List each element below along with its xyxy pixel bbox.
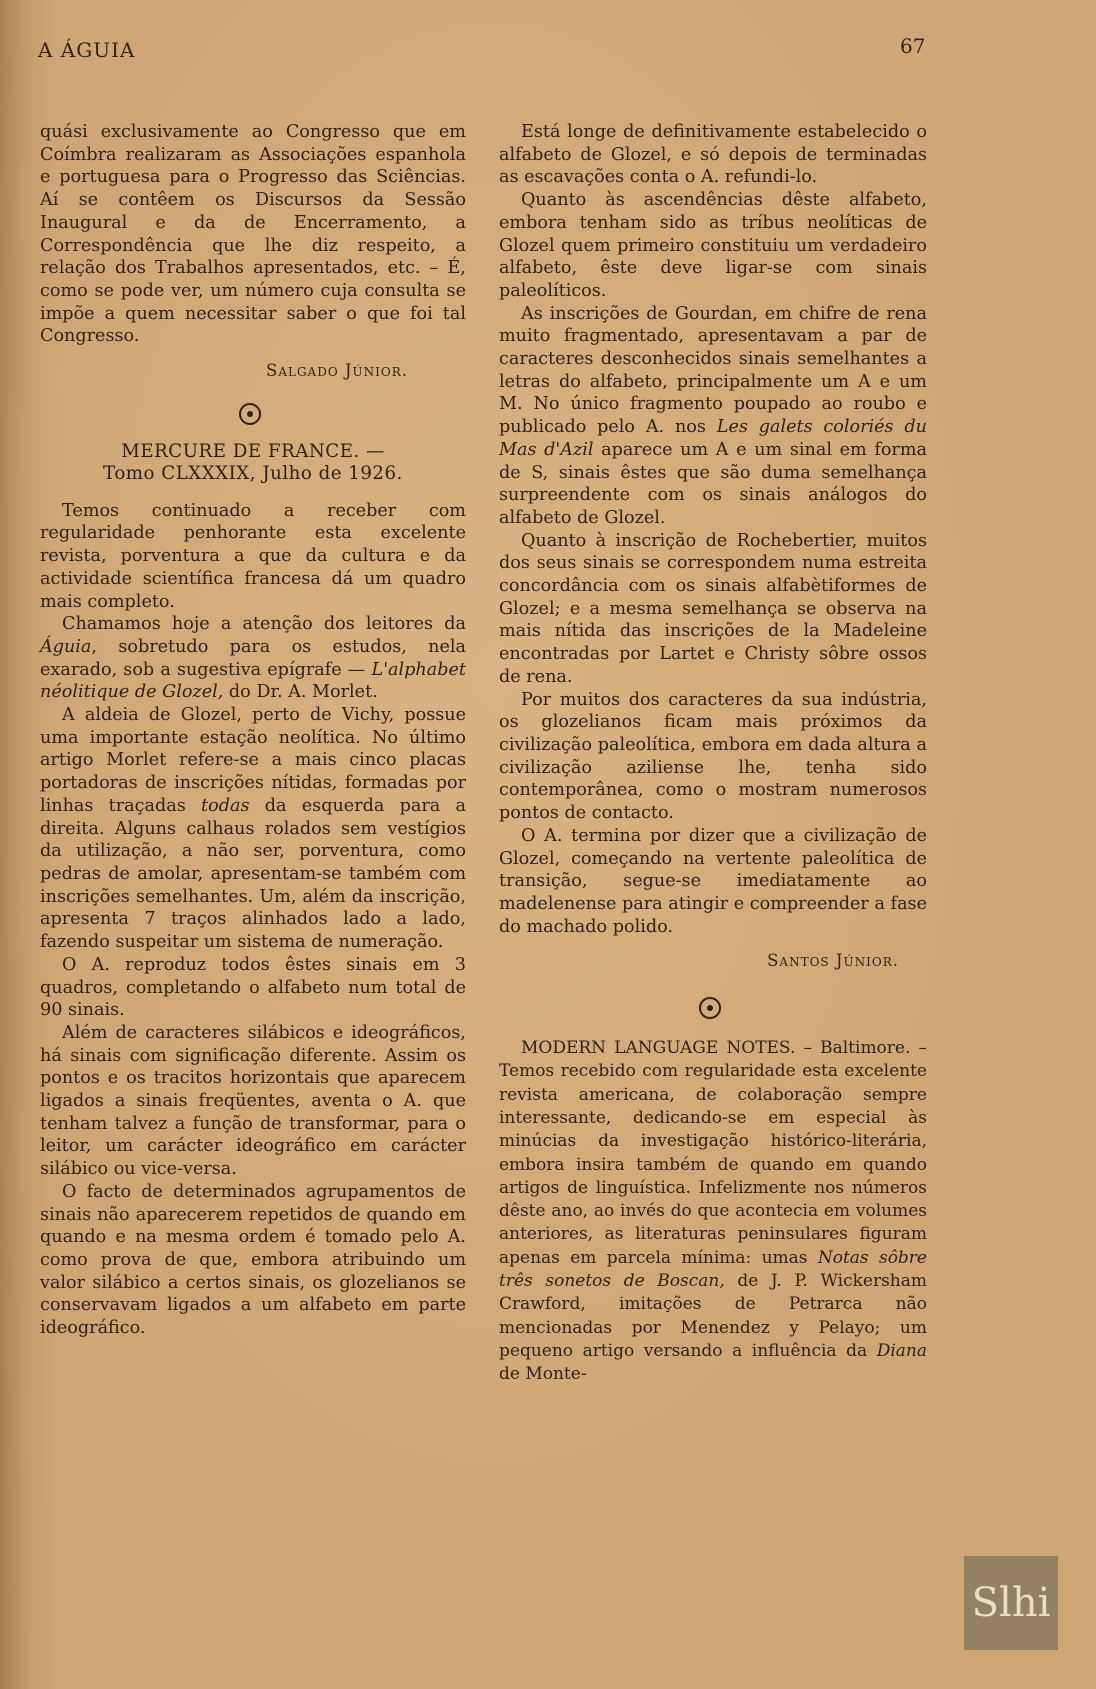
mercure-paragraph-6: O facto de determinados agrupamentos de sinais não aparecerem repetidos de quando em quando e na mesma ordem é tomado pelo A. como prova de que, embora atribuindo um valor silábico a certos sinais, os glozelianos se conservavam ligados a um alfabeto em parte ideográfico. <box>40 1181 466 1339</box>
text-span: de J. P. Wickersham Crawford, imitações de Petrarca não mencionadas por Menendez y Pelayo; um pequeno artigo versando a influência da <box>499 1270 928 1361</box>
glozel-paragraph-4: Quanto à inscrição de Rochebertier, muitos dos seus sinais se correspondem numa estreita concordância com os sinais alfabètiformes de Glozel; e a mesma semelhança se observa na mais nítida das inscrições de la Madeleine encontradas por Lartet e Christy sôbre ossos de rena. <box>499 530 927 687</box>
heading-subtitle: Tomo CLXXXIX, Julho de 1926. <box>103 463 403 485</box>
italic-span: Diana <box>876 1340 927 1361</box>
section-ornament-icon <box>239 403 261 425</box>
mercure-paragraph-1: Temos continuado a receber com regularidade penhorante esta excelente revista, porventura a que da cultura e da actividade scientífica francesa dá um quadro mais completo. <box>40 500 466 612</box>
glozel-paragraph-1: Está longe de definitivamente estabelecido o alfabeto de Glozel, e só depois de terminadas as escavações conta o A. refundi-lo. <box>499 122 927 188</box>
section-ornament-icon <box>699 997 721 1019</box>
modern-language-notes-section <box>499 1037 927 1386</box>
intro-paragraph: quási exclusivamente ao Congresso que em Coímbra realizaram as Associações espanhola e portuguesa para o Progresso das Sciências. Aí se contêem os Discursos da Sessão Inaugural e da de Encerramento, a Correspondência que lhe diz respeito, a relação dos Trabalhos apresentados, etc. – É, como se pode ver, um número cuja consulta se impõe a quem necessitar saber o que foi tal Congresso. <box>40 122 466 347</box>
heading-title: MERCURE DE FRANCE. — <box>121 440 385 462</box>
section-heading-mercure <box>40 441 466 486</box>
text-span: MODERN LANGUAGE NOTES. – Baltimore. – Temos recebido com regularidade esta excelente revista americana, de colaboração sempre interessante, dedicando-se em especial às minúcias da investigação histórico-literária, embora insira também de quando em quando artigos de linguística. Infelizmente nos números dêste ano, ao invés do que acontecia em volumes anteriores, as literaturas peninsulares figuram apenas em parcela mínima: umas <box>499 1038 927 1268</box>
mercure-paragraph-5: Além de caracteres silábicos e ideográficos, há sinais com significação diferente. Assim os pontos e os tracitos horizontais que aparecem ligados a sinais freqüentes, aventa o A. que tenham talvez a função de transformar, para o leitor, um carácter ideográfico em carácter silábico ou vice-versa. <box>40 1022 466 1180</box>
mercure-paragraph-4: O A. reproduz todos êstes sinais em 3 quadros, completando o alfabeto num total de 90 sinais. <box>40 954 466 1021</box>
page-number: 67 <box>900 34 926 58</box>
italic-span: Águia <box>40 636 92 657</box>
italic-span: L'alphabet néolitique de Glozel, <box>40 659 466 703</box>
text-span: do Dr. A. Morlet. <box>228 682 378 703</box>
modern-paragraph <box>499 1037 927 1386</box>
right-column <box>499 121 927 1386</box>
italic-span: todas <box>201 795 250 816</box>
text-span: A aldeia de Glozel, perto de Vichy, possue uma importante estação neolítica. No último artigo Morlet refere-se a mais cinco placas portadoras de inscrições nítidas, formadas por linhas traçadas <box>40 705 466 816</box>
text-span: de Monte- <box>499 1364 587 1385</box>
mercure-paragraph-2 <box>40 613 466 704</box>
text-span: Chamamos hoje a atenção dos leitores da <box>62 614 466 635</box>
signature-salgado: Salgado Júnior. <box>266 361 408 381</box>
mercure-paragraph-3 <box>40 704 466 954</box>
signature-santos: Santos Júnior. <box>767 951 899 971</box>
text-span: da esquerda para a direita. Alguns calhaus rolados sem vestígios da utilização, a não ser, porventura, como pedras de amolar, apresentam-se também com inscrições semelhantes. Um, além da inscrição, apresenta 7 traços alinhados lado a lado, fazendo suspeitar um sistema de numeração. <box>40 795 467 953</box>
running-title: A ÁGUIA <box>38 38 136 62</box>
glozel-paragraph-5: Por muitos dos caracteres da sua indústria, os glozelianos ficam mais próximos da civilização paleolítica, embora em dada altura a civilização aziliense lhe, tenha sido contemporânea, como o mostram numerosos pontos de contacto. <box>499 689 927 824</box>
library-stamp-logo: Slhi <box>964 1556 1058 1650</box>
glozel-paragraph-2: Quanto às ascendências dêste alfabeto, embora tenham sido as tríbus neolíticas de Glozel quem primeiro constituiu um verdadeiro alfabeto, êste deve ligar-se com sinais paleolíticos. <box>499 190 927 301</box>
text-span: As inscrições de Gourdan, em chifre de rena muito fragmentado, apresentavam a par de caracteres desconhecidos sinais semelhantes a letras do alfabeto, principalmente um A e um M. No único fragmento poupado ao roubo e publicado pelo A. nos <box>499 303 927 438</box>
italic-span: Les galets coloriés du Mas d'Azil <box>499 417 927 460</box>
text-span: , sobretudo para os estudos, nela exarado, sob a sugestiva epígrafe — <box>40 636 466 680</box>
glozel-paragraph-3 <box>499 303 927 530</box>
spacer <box>40 486 466 500</box>
glozel-paragraph-6: O A. termina por dizer que a civilização de Glozel, começando na vertente paleolítica de transição, segue-se imediatamente ao madelenense para atingir e compreender a fase do machado polido. <box>499 825 927 937</box>
italic-span: Notas sôbre três sonetos de Boscan, <box>499 1247 927 1291</box>
left-column <box>40 121 466 1340</box>
text-span: aparece um A e um sinal em forma de S, sinais êstes que são duma semelhança surpreendente com os sinais análogos do alfabeto de Glozel. <box>499 439 928 528</box>
